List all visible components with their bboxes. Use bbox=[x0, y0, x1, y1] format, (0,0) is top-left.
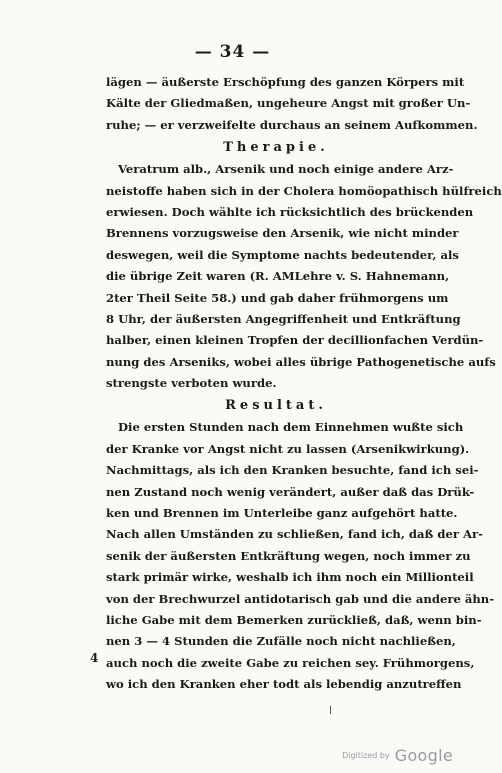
text-line: der Kranke vor Angst nicht zu lassen (Arsenikwirkung). bbox=[106, 441, 470, 456]
section-therapie-text bbox=[106, 159, 502, 394]
text-line: strengste verboten wurde. bbox=[106, 376, 277, 391]
text-line: Kälte der Gliedmaßen, ungeheure Angst mit großer Un- bbox=[106, 96, 471, 111]
text-line: Brennens vorzugsweise den Arsenik, wie nicht minder bbox=[106, 226, 459, 241]
text-line: 2ter Theil Seite 58.) und gab daher frühmorgens um bbox=[106, 290, 449, 305]
margin-mark: 4 bbox=[90, 651, 99, 665]
google-wordmark: Google bbox=[394, 746, 453, 765]
text-line: stark primär wirke, weshalb ich ihm noch ein Millionteil bbox=[106, 570, 474, 585]
text-line: halber, einen kleinen Tropfen der decillionfachen Verdün- bbox=[106, 333, 484, 348]
text-line: nung des Arseniks, wobei alles übrige Pathogenetische aufs bbox=[106, 354, 496, 369]
text-line: 8 Uhr, der äußersten Angegriffenheit und Entkräftung bbox=[106, 311, 461, 326]
digitized-by-google-watermark bbox=[342, 745, 453, 765]
section-intro-text bbox=[106, 72, 478, 136]
page-body bbox=[106, 72, 502, 696]
section-heading-therapie: Therapie. bbox=[223, 140, 329, 156]
section-resultat-text bbox=[106, 417, 495, 695]
text-line: neistoffe haben sich in der Cholera homöopathisch hülfreich bbox=[106, 183, 502, 198]
text-line: senik der äußersten Entkräftung wegen, noch immer zu bbox=[106, 548, 471, 563]
footer-tick-mark bbox=[330, 706, 331, 714]
text-line: erwiesen. Doch wählte ich rücksichtlich des brückenden bbox=[106, 204, 474, 219]
text-line: nen Zustand noch wenig verändert, außer daß das Drük- bbox=[106, 484, 475, 499]
text-line: liche Gabe mit dem Bemerken zurückließ, daß, wenn bin- bbox=[106, 612, 482, 627]
text-line: ken und Brennen im Unterleibe ganz aufgehört hatte. bbox=[106, 506, 458, 521]
text-line: Nach allen Umständen zu schließen, fand ich, daß der Ar- bbox=[106, 527, 483, 542]
text-line: lägen — äußerste Erschöpfung des ganzen Körpers mit bbox=[106, 75, 465, 89]
text-line: Die ersten Stunden nach dem Einnehmen wußte sich bbox=[118, 420, 464, 435]
watermark-prefix: Digitized by bbox=[342, 751, 390, 760]
text-line: die übrige Zeit waren (R. AMLehre v. S. Hahnemann, bbox=[106, 269, 450, 284]
text-line: auch noch die zweite Gabe zu reichen sey. Frühmorgens, bbox=[106, 655, 475, 670]
page-number: — 34 — bbox=[194, 42, 271, 62]
text-line: nen 3 — 4 Stunden die Zufälle noch nicht nachließen, bbox=[106, 634, 456, 649]
text-line: deswegen, weil die Symptome nachts bedeutender, als bbox=[106, 247, 459, 262]
section-heading-resultat: Resultat. bbox=[225, 398, 327, 414]
text-line: ruhe; — er verzweifelte durchaus an seinem Aufkommen. bbox=[106, 117, 478, 132]
text-line: wo ich den Kranken eher todt als lebendig anzutreffen bbox=[106, 677, 462, 692]
text-line: Nachmittags, als ich den Kranken besuchte, fand ich sei- bbox=[106, 463, 479, 478]
text-line: von der Brechwurzel antidotarisch gab und die andere ähn- bbox=[106, 591, 495, 606]
text-line: Veratrum alb., Arsenik und noch einige andere Arz- bbox=[118, 162, 454, 177]
